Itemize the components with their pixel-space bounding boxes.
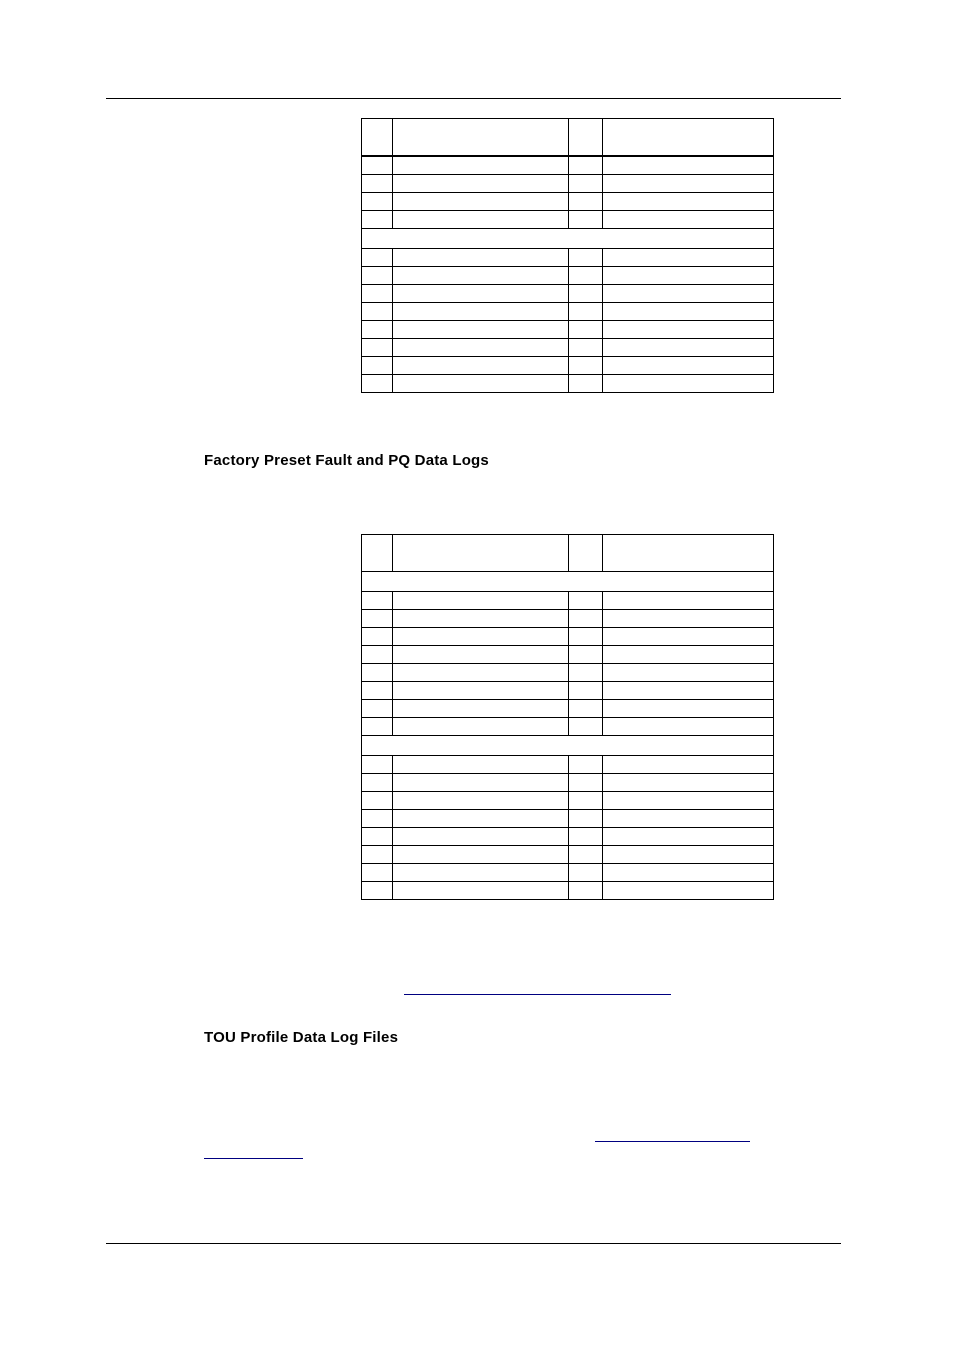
cross-reference-link[interactable] [404, 994, 671, 995]
table-row [362, 303, 774, 321]
table-row [362, 285, 774, 303]
table-section-row [362, 736, 774, 756]
table-row [362, 828, 774, 846]
fault-pq-log-table [361, 534, 774, 900]
table-row [362, 646, 774, 664]
table-row [362, 193, 774, 211]
table-row [362, 700, 774, 718]
section-heading-fault-pq-logs: Factory Preset Fault and PQ Data Logs [204, 452, 489, 469]
table-section-row [362, 229, 774, 249]
table-row [362, 357, 774, 375]
table-section-row [362, 572, 774, 592]
table-row [362, 792, 774, 810]
table-row [362, 882, 774, 900]
data-log-table-continued [361, 118, 774, 393]
table-row [362, 718, 774, 736]
table-row [362, 211, 774, 229]
footer-rule [106, 1243, 841, 1244]
table-row [362, 864, 774, 882]
table-row [362, 810, 774, 828]
table-row [362, 156, 774, 175]
table-row [362, 249, 774, 267]
table-row [362, 375, 774, 393]
table-row [362, 846, 774, 864]
table-header-row [362, 119, 774, 157]
cross-reference-link-continuation[interactable] [204, 1158, 303, 1159]
header-rule [106, 98, 841, 99]
table-row [362, 628, 774, 646]
table-row [362, 339, 774, 357]
table-row [362, 682, 774, 700]
table-row [362, 175, 774, 193]
table-row [362, 610, 774, 628]
table-row [362, 592, 774, 610]
table-row [362, 756, 774, 774]
section-heading-tou-profile-logs: TOU Profile Data Log Files [204, 1029, 399, 1046]
table-row [362, 267, 774, 285]
table-row [362, 321, 774, 339]
table-header-row [362, 535, 774, 572]
table-row [362, 664, 774, 682]
cross-reference-link[interactable] [595, 1141, 750, 1142]
table-row [362, 774, 774, 792]
